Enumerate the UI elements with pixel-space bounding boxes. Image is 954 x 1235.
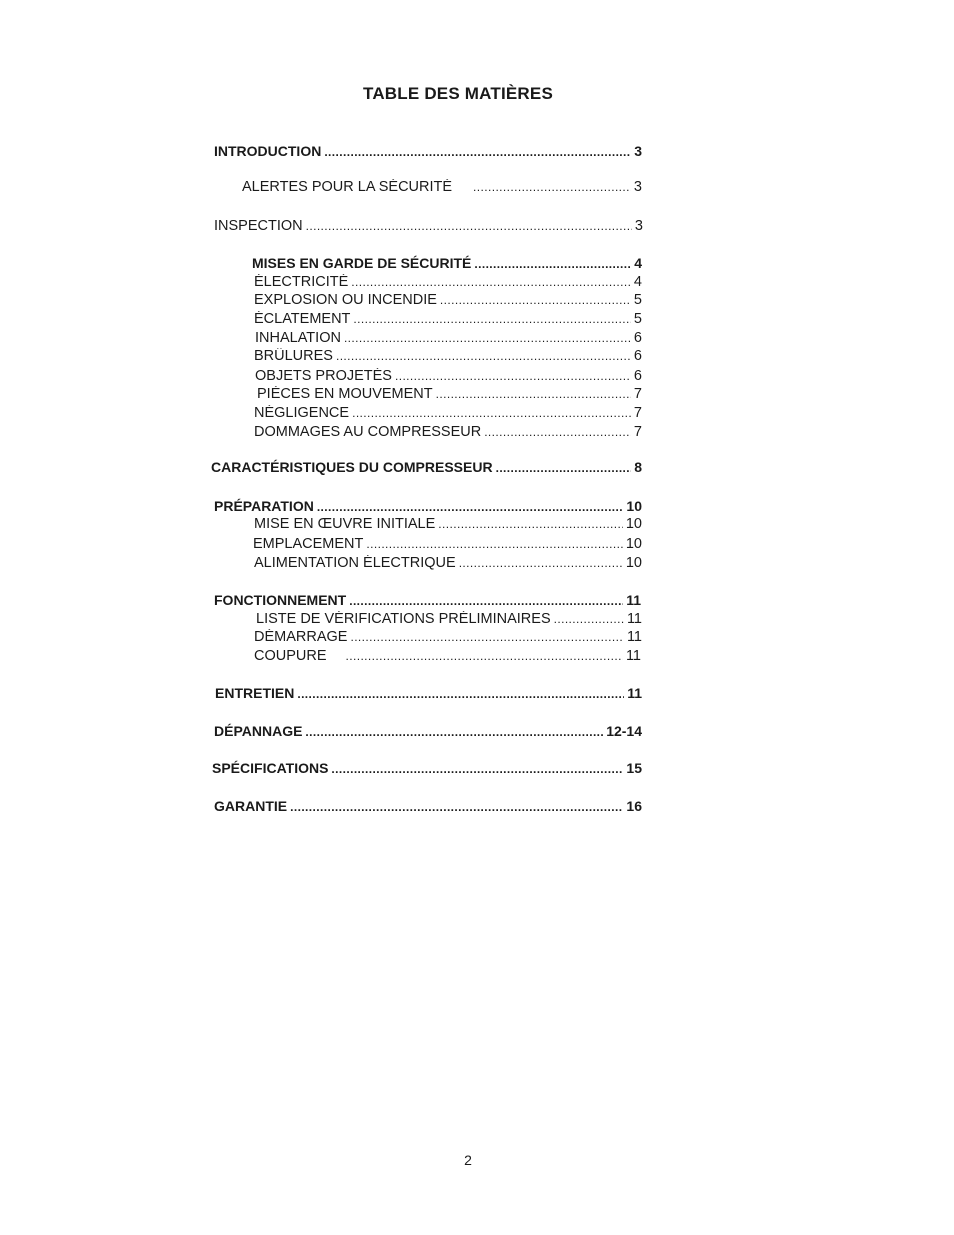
leader-dots — [496, 461, 632, 475]
toc-page: 7 — [633, 386, 642, 402]
toc-entry-eclatement[interactable] — [254, 311, 642, 327]
toc-entry-depannage[interactable] — [214, 723, 642, 739]
toc-label: FONCTIONNEMENT — [214, 592, 347, 608]
toc-entry-fonctionnement[interactable] — [214, 592, 641, 608]
toc-label: DÉPANNAGE — [214, 723, 303, 739]
toc-entry-entretien[interactable] — [215, 685, 642, 701]
leader-dots — [346, 649, 623, 663]
toc-label: MISE EN ŒUVRE INITIALE — [254, 516, 436, 532]
toc-entry-coupure[interactable] — [254, 648, 641, 664]
leader-dots — [474, 257, 631, 271]
toc-label: DÉMARRAGE — [254, 629, 348, 645]
toc-page: 11 — [626, 629, 642, 645]
toc-page: 15 — [626, 760, 642, 776]
toc-page: 5 — [633, 311, 642, 327]
leader-dots — [305, 725, 603, 739]
toc-page: 10 — [625, 555, 642, 571]
toc-page: 11 — [627, 685, 642, 701]
toc-page: 7 — [633, 405, 642, 421]
toc-entry-liste-verifications[interactable] — [256, 611, 642, 627]
toc-label: CARACTÉRISTIQUES DU COMPRESSEUR — [211, 459, 493, 475]
leader-dots — [349, 594, 623, 608]
leader-dots — [366, 537, 622, 551]
leader-dots — [297, 687, 624, 701]
leader-dots — [484, 425, 631, 439]
toc-entry-garantie[interactable] — [214, 798, 642, 814]
toc-label: ÉLECTRICITÉ — [254, 274, 349, 290]
toc-page: 11 — [626, 611, 642, 627]
leader-dots — [436, 387, 631, 401]
leader-dots — [331, 762, 623, 776]
toc-entry-mise-en-oeuvre[interactable] — [254, 516, 642, 532]
leader-dots — [353, 312, 631, 326]
toc-label: DOMMAGES AU COMPRESSEUR — [254, 424, 482, 440]
toc-page: 10 — [625, 516, 642, 532]
toc-label: INSPECTION — [214, 218, 303, 234]
toc-entry-dommages-compresseur[interactable] — [254, 424, 642, 440]
toc-entry-inspection[interactable] — [214, 218, 643, 234]
page-title: TABLE DES MATIÈRES — [363, 84, 553, 103]
toc-label: ÉCLATEMENT — [254, 311, 351, 327]
leader-dots — [554, 612, 624, 626]
toc-page: 3 — [634, 143, 642, 159]
toc-label: EMPLACEMENT — [253, 536, 364, 552]
toc-entry-alertes[interactable] — [242, 179, 642, 195]
leader-dots — [336, 349, 631, 363]
toc-label: COUPURE — [254, 648, 327, 664]
toc-page: 12-14 — [606, 723, 642, 739]
toc-label: PRÉPARATION — [214, 498, 314, 514]
toc-label: OBJETS PROJETÉS — [255, 368, 392, 384]
leader-dots — [440, 293, 631, 307]
toc-entry-preparation[interactable] — [214, 498, 642, 514]
leader-dots — [438, 517, 623, 531]
toc-label: ENTRETIEN — [215, 685, 295, 701]
toc-page: 6 — [633, 368, 642, 384]
toc-page: 4 — [634, 255, 642, 271]
leader-dots — [290, 800, 623, 814]
toc-page: 10 — [625, 536, 642, 552]
toc-page: 8 — [634, 459, 642, 475]
toc-page: 10 — [626, 498, 642, 514]
toc-label: SPÉCIFICATIONS — [212, 760, 329, 776]
toc-entry-electricite[interactable] — [254, 274, 642, 290]
leader-dots — [473, 180, 631, 194]
toc-label: ALIMENTATION ÉLECTRIQUE — [254, 555, 456, 571]
toc-entry-pieces-en-mouvement[interactable] — [257, 386, 642, 402]
toc-page: 7 — [633, 424, 642, 440]
toc-label: INHALATION — [255, 330, 341, 346]
toc-entry-caracteristiques[interactable] — [211, 459, 642, 475]
toc-entry-emplacement[interactable] — [253, 536, 642, 552]
toc-entry-brulures[interactable] — [254, 348, 642, 364]
toc-page: 5 — [633, 292, 642, 308]
leader-dots — [324, 145, 631, 159]
leader-dots — [306, 219, 632, 233]
leader-dots — [459, 556, 623, 570]
toc-entry-alimentation[interactable] — [254, 555, 642, 571]
toc-entry-negligence[interactable] — [254, 405, 642, 421]
toc-page: 3 — [633, 179, 642, 195]
toc-page: 6 — [633, 330, 642, 346]
toc-entry-introduction[interactable] — [214, 143, 642, 159]
toc-label: EXPLOSION OU INCENDIE — [254, 292, 437, 308]
page-number: 2 — [464, 1152, 472, 1168]
toc-page: 11 — [625, 648, 641, 664]
leader-dots — [395, 369, 631, 383]
toc-page: 6 — [633, 348, 642, 364]
toc-label: INTRODUCTION — [214, 143, 322, 159]
toc-label: GARANTIE — [214, 798, 288, 814]
toc-label: ALERTES POUR LA SÉCURITÉ — [242, 179, 453, 195]
toc-label: MISES EN GARDE DE SÉCURITÉ — [252, 255, 472, 271]
toc-entry-inhalation[interactable] — [255, 330, 642, 346]
toc-page: 16 — [626, 798, 642, 814]
toc-entry-objets-projetes[interactable] — [255, 368, 642, 384]
toc-label: NÉGLIGENCE — [254, 405, 350, 421]
toc-page: 11 — [626, 592, 641, 608]
toc-entry-demarrage[interactable] — [254, 629, 642, 645]
toc-page: 3 — [634, 218, 643, 234]
leader-dots — [352, 406, 631, 420]
toc-page: 4 — [633, 274, 642, 290]
toc-label: PIÈCES EN MOUVEMENT — [257, 386, 433, 402]
toc-label: BRÛLURES — [254, 348, 333, 364]
leader-dots — [350, 630, 623, 644]
leader-dots — [317, 500, 624, 514]
toc-entry-specifications[interactable] — [212, 760, 642, 776]
toc-entry-mises-en-garde[interactable] — [252, 255, 642, 271]
toc-label: LISTE DE VÉRIFICATIONS PRÉLIMINAIRES — [256, 611, 551, 627]
leader-dots — [344, 331, 631, 345]
toc-entry-explosion[interactable] — [254, 292, 642, 308]
leader-dots — [351, 275, 631, 289]
